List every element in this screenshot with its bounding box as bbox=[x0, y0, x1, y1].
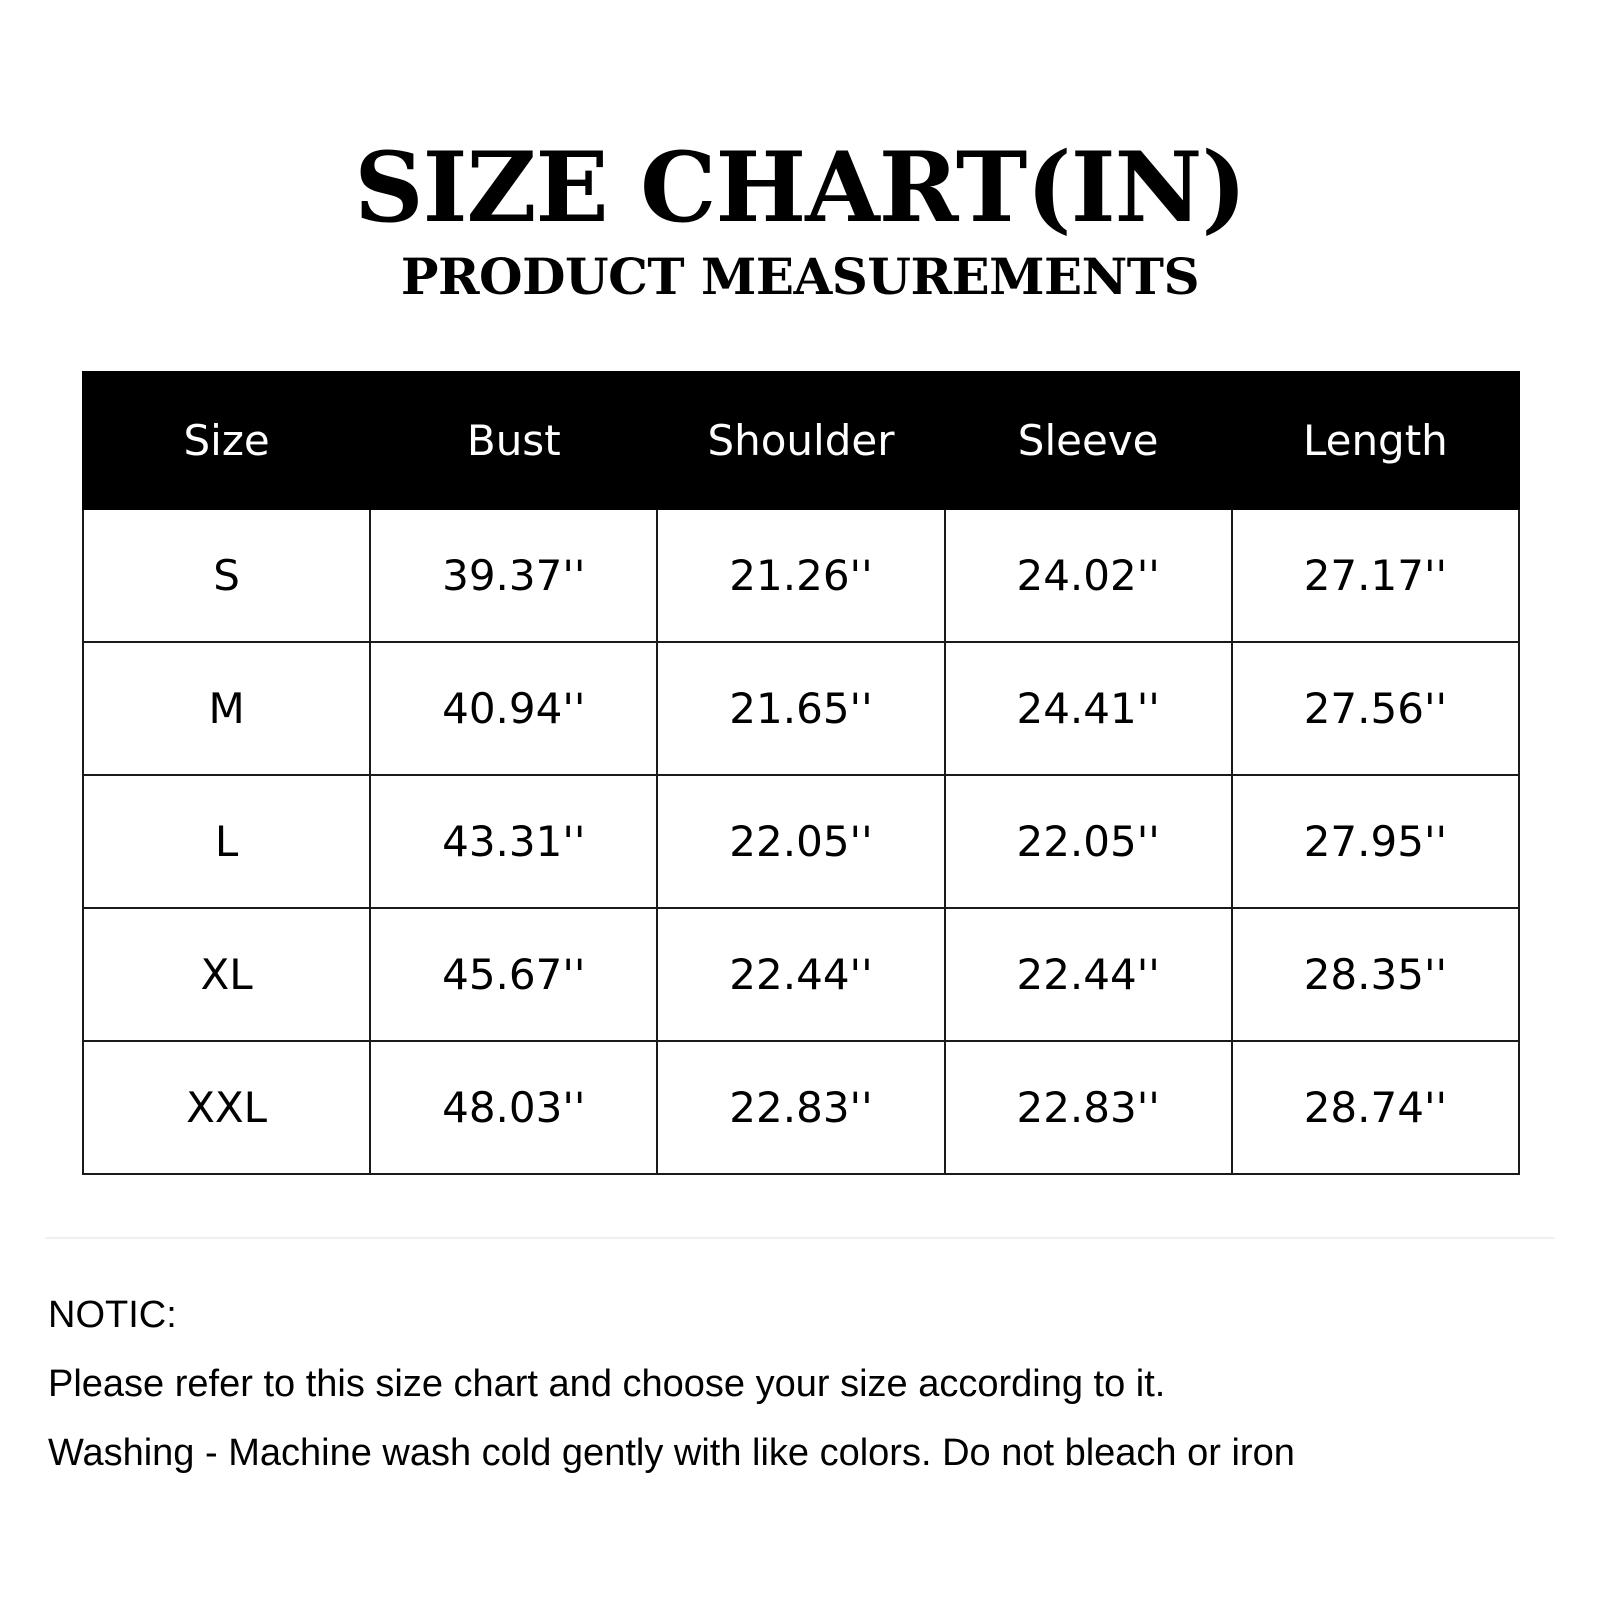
column-header-sleeve: Sleeve bbox=[945, 372, 1232, 509]
cell-size: S bbox=[83, 509, 370, 642]
notice-line-size: Please refer to this size chart and choose your size according to it. bbox=[48, 1363, 1166, 1405]
section-divider bbox=[45, 1237, 1555, 1239]
cell-bust: 40.94'' bbox=[370, 642, 657, 775]
column-header-length: Length bbox=[1232, 372, 1519, 509]
cell-sleeve: 22.83'' bbox=[945, 1041, 1232, 1174]
cell-length: 27.56'' bbox=[1232, 642, 1519, 775]
page-subtitle: PRODUCT MEASUREMENTS bbox=[400, 247, 1200, 306]
table-row bbox=[83, 509, 1519, 642]
cell-shoulder: 22.05'' bbox=[657, 775, 944, 908]
cell-size: XXL bbox=[83, 1041, 370, 1174]
table-row bbox=[83, 775, 1519, 908]
cell-shoulder: 21.26'' bbox=[657, 509, 944, 642]
table-row bbox=[83, 1041, 1519, 1174]
notice-heading: NOTIC: bbox=[48, 1294, 177, 1336]
cell-shoulder: 22.44'' bbox=[657, 908, 944, 1041]
cell-shoulder: 22.83'' bbox=[657, 1041, 944, 1174]
cell-sleeve: 24.41'' bbox=[945, 642, 1232, 775]
cell-length: 27.17'' bbox=[1232, 509, 1519, 642]
notice-line-washing: Washing - Machine wash cold gently with like colors. Do not bleach or iron bbox=[48, 1432, 1295, 1474]
cell-length: 28.74'' bbox=[1232, 1041, 1519, 1174]
page-title: SIZE CHART(IN) bbox=[354, 131, 1246, 244]
cell-sleeve: 24.02'' bbox=[945, 509, 1232, 642]
table-row bbox=[83, 908, 1519, 1041]
cell-sleeve: 22.44'' bbox=[945, 908, 1232, 1041]
table-header-row bbox=[83, 372, 1519, 509]
table-row bbox=[83, 642, 1519, 775]
size-chart-table bbox=[82, 371, 1520, 1175]
column-header-size: Size bbox=[83, 372, 370, 509]
cell-bust: 43.31'' bbox=[370, 775, 657, 908]
cell-size: L bbox=[83, 775, 370, 908]
column-header-bust: Bust bbox=[370, 372, 657, 509]
cell-bust: 39.37'' bbox=[370, 509, 657, 642]
cell-bust: 48.03'' bbox=[370, 1041, 657, 1174]
cell-length: 27.95'' bbox=[1232, 775, 1519, 908]
cell-sleeve: 22.05'' bbox=[945, 775, 1232, 908]
cell-bust: 45.67'' bbox=[370, 908, 657, 1041]
cell-size: M bbox=[83, 642, 370, 775]
column-header-shoulder: Shoulder bbox=[657, 372, 944, 509]
cell-length: 28.35'' bbox=[1232, 908, 1519, 1041]
cell-shoulder: 21.65'' bbox=[657, 642, 944, 775]
cell-size: XL bbox=[83, 908, 370, 1041]
